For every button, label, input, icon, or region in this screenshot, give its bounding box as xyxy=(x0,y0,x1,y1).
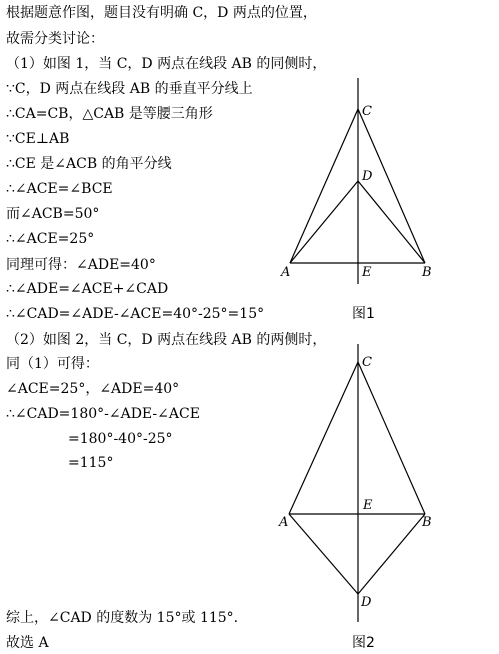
segment-bd-2 xyxy=(358,514,425,594)
solution-line-3: （1）如图 1，当 C，D 两点在线段 AB 的同侧时， xyxy=(6,56,327,72)
solution-line-21: 故选 A xyxy=(6,635,49,651)
solution-line-20: 综上，∠CAD 的度数为 15°或 115°. xyxy=(6,610,239,626)
solution-line-2: 故需分类讨论： xyxy=(6,31,104,47)
solution-line-14: （2）如图 2，当 C，D 两点在线段 AB 的两侧时， xyxy=(6,332,327,348)
segment-ad-1 xyxy=(290,181,358,263)
segment-ad-2 xyxy=(289,514,358,594)
solution-line-12: ∴∠ADE=∠ACE+∠CAD xyxy=(6,281,169,297)
solution-line-10: ∴∠ACE=25° xyxy=(6,231,95,247)
fig2-label-d: D xyxy=(361,595,372,610)
segment-ac-2 xyxy=(289,362,358,514)
solution-line-6: ∵CE⊥AB xyxy=(6,131,70,147)
solution-line-19: =115° xyxy=(68,455,114,471)
solution-line-13: ∴∠CAD=∠ADE-∠ACE=40°-25°=15° xyxy=(6,306,265,322)
fig1-label-b: B xyxy=(422,265,432,280)
solution-line-7: ∴CE 是∠ACB 的角平分线 xyxy=(6,156,172,172)
fig2-label-a: A xyxy=(279,515,289,530)
fig1-label-d: D xyxy=(362,169,373,184)
segment-ac-1 xyxy=(290,109,358,263)
figure-1 xyxy=(290,78,425,284)
segment-bc-1 xyxy=(358,109,425,263)
fig1-label-e: E xyxy=(362,265,372,280)
fig2-label-b: B xyxy=(422,515,432,530)
solution-line-1: 根据题意作图，题目没有明确 C，D 两点的位置， xyxy=(6,5,317,21)
fig1-label-a: A xyxy=(281,265,291,280)
figure-2 xyxy=(289,344,425,622)
solution-line-9: 而∠ACB=50° xyxy=(6,206,100,222)
solution-line-17: ∴∠CAD=180°-∠ADE-∠ACE xyxy=(6,406,200,422)
solution-line-5: ∴CA=CB，△CAB 是等腰三角形 xyxy=(6,106,213,122)
solution-line-8: ∴∠ACE=∠BCE xyxy=(6,181,113,197)
figure-1-caption: 图1 xyxy=(352,306,375,322)
fig2-label-c: C xyxy=(362,355,372,370)
segment-bc-2 xyxy=(358,362,425,514)
solution-line-18: =180°-40°-25° xyxy=(68,431,173,447)
solution-line-4: ∵C，D 两点在线段 AB 的垂直平分线上 xyxy=(6,81,253,97)
solution-line-15: 同（1）可得： xyxy=(6,356,99,372)
fig2-label-e: E xyxy=(363,498,373,513)
fig1-label-c: C xyxy=(362,104,372,119)
segment-bd-1 xyxy=(358,181,425,263)
figure-2-caption: 图2 xyxy=(352,635,375,651)
solution-line-11: 同理可得：∠ADE=40° xyxy=(6,257,156,273)
solution-line-16: ∠ACE=25°，∠ADE=40° xyxy=(6,381,180,397)
